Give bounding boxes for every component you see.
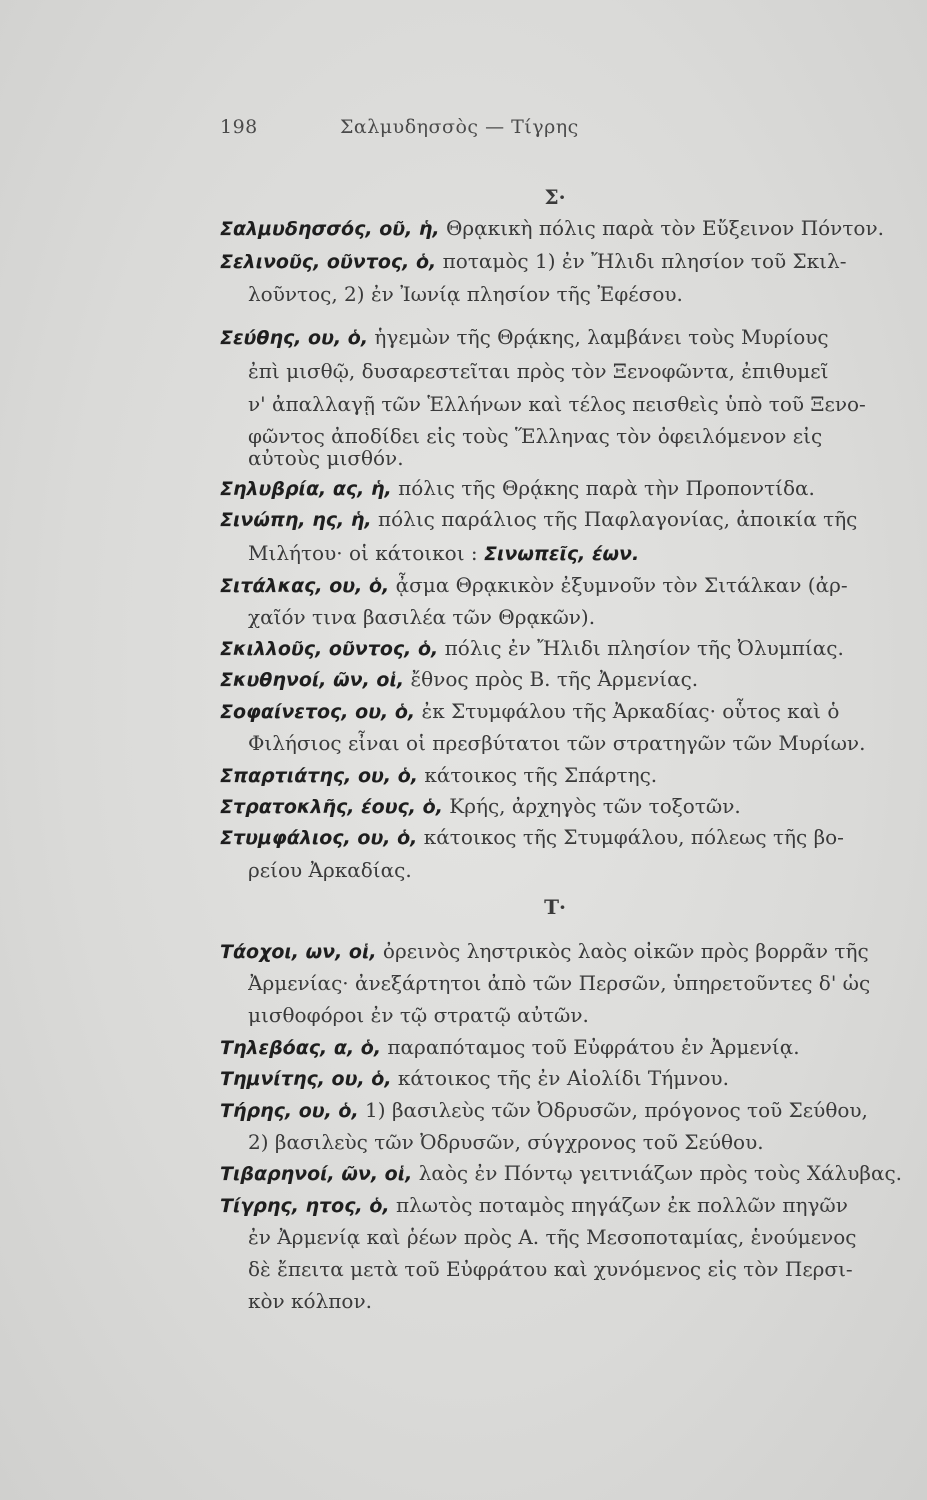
headword: Σινώπη, ης, ἡ, xyxy=(220,509,372,531)
definition-text: ἐν Ἀρμενίᾳ καὶ ῥέων πρὸς Α. τῆς Μεσοποταμίας, ἑνούμενος xyxy=(248,1225,857,1249)
entry-line xyxy=(220,759,927,791)
definition-text: ᾆσμα Θρᾳκικὸν ἐξυμνοῦν τὸν Σιτάλκαν (ἀρ- xyxy=(389,573,848,597)
section-letter-tau: Τ· xyxy=(544,895,566,919)
entry-line xyxy=(248,601,927,633)
definition-text: λαὸς ἐν Πόντῳ γειτνιάζων πρὸς τοὺς Χάλυβας. xyxy=(412,1161,903,1185)
definition-text: αὐτοὺς μισθόν. xyxy=(248,446,404,470)
entry-line xyxy=(220,663,927,695)
entry-line xyxy=(220,472,927,504)
headword: Σηλυβρία, ας, ἡ, xyxy=(220,478,392,500)
entry-line xyxy=(248,727,927,759)
entry-line xyxy=(220,1062,927,1094)
entry-line xyxy=(248,967,927,999)
headword: Τάοχοι, ων, οἱ, xyxy=(220,941,377,963)
headword: Τίγρης, ητος, ὁ, xyxy=(220,1195,390,1217)
definition-text: λοῦντος, 2) ἐν Ἰωνίᾳ πλησίον τῆς Ἐφέσου. xyxy=(248,282,683,306)
entry-line xyxy=(220,569,927,601)
headword: Σεύθης, ου, ὁ, xyxy=(220,327,369,349)
headword: Σοφαίνετος, ου, ὁ, xyxy=(220,701,416,723)
headword: Σελινοῦς, οῦντος, ὁ, xyxy=(220,251,437,273)
headword: Στυμφάλιος, ου, ὁ, xyxy=(220,827,418,849)
headword: Σκυθηνοί, ῶν, οἱ, xyxy=(220,669,405,691)
definition-text: ἐκ Στυμφάλου τῆς Ἀρκαδίας· οὗτος καὶ ὁ xyxy=(415,699,840,723)
headword: Σαλμυδησσός, οῦ, ἡ, xyxy=(220,218,440,240)
definition-text: Φιλήσιος εἶναι οἱ πρεσβύτατοι τῶν στρατηγῶν τῶν Μυρίων. xyxy=(248,731,866,755)
definition-text: 1) βασιλεὺς τῶν Ὀδρυσῶν, πρόγονος τοῦ Σεύθου, xyxy=(358,1098,868,1122)
definition-text: παραπόταμος τοῦ Εὐφράτου ἐν Ἀρμενίᾳ. xyxy=(381,1035,800,1059)
definition-text: ποταμὸς 1) ἐν Ἤλιδι πλησίον τοῦ Σκιλ- xyxy=(436,249,847,273)
section-letter-sigma: Σ· xyxy=(544,185,566,209)
entry-line xyxy=(248,1285,927,1317)
definition-text: ἔθνος πρὸς Β. τῆς Ἀρμενίας. xyxy=(404,667,699,691)
definition-text: χαῖόν τινα βασιλέα τῶν Θρᾳκῶν). xyxy=(248,605,596,629)
entry-line xyxy=(248,1221,927,1253)
headword: Τηλεβόας, α, ὁ, xyxy=(220,1037,382,1059)
headword: Τιβαρηνοί, ῶν, οἱ, xyxy=(220,1163,413,1185)
definition-text: πόλις παράλιος τῆς Παφλαγονίας, ἀποικία τῆς xyxy=(371,507,858,531)
definition-text: ν' ἀπαλλαγῇ τῶν Ἑλλήνων καὶ τέλος πεισθεὶς ὑπὸ τοῦ Ξενο- xyxy=(248,392,866,416)
entry-line xyxy=(220,245,927,277)
definition-text: πόλις ἐν Ἤλιδι πλησίον τῆς Ὀλυμπίας. xyxy=(438,636,844,660)
entry-line xyxy=(220,632,927,664)
entry-line xyxy=(220,212,927,244)
entry-line xyxy=(220,1157,927,1189)
entry-line xyxy=(220,790,927,822)
entry-line xyxy=(248,999,927,1031)
definition-text: Θρᾳκικὴ πόλις παρὰ τὸν Εὔξεινον Πόντον. xyxy=(439,216,884,240)
definition-text: πλωτὸς ποταμὸς πηγάζων ἐκ πολλῶν πηγῶν xyxy=(389,1193,848,1217)
entry-line xyxy=(220,1189,927,1221)
definition-text: κὸν κόλπον. xyxy=(248,1289,372,1313)
definition-text: Μιλήτου· οἱ κάτοικοι : xyxy=(248,541,484,565)
definition-text: φῶντος ἀποδίδει εἰς τοὺς Ἕλληνας τὸν ὀφειλόμενον εἰς xyxy=(248,424,823,448)
page-number: 198 xyxy=(220,116,258,138)
headword: Τημνίτης, ου, ὁ, xyxy=(220,1068,392,1090)
definition-text: ἐπὶ μισθῷ, δυσαρεστεῖται πρὸς τὸν Ξενοφῶντα, ἐπιθυμεῖ xyxy=(248,359,829,383)
definition-text: Κρής, ἀρχηγὸς τῶν τοξοτῶν. xyxy=(442,794,741,818)
entry-line xyxy=(248,1126,927,1158)
definition-text: ρείου Ἀρκαδίας. xyxy=(248,858,412,882)
entry-line xyxy=(248,388,927,420)
headword: Σιτάλκας, ου, ὁ, xyxy=(220,575,390,597)
headword: Σκιλλοῦς, οῦντος, ὁ, xyxy=(220,638,439,660)
entry-line xyxy=(248,442,927,474)
entry-line xyxy=(220,1094,927,1126)
definition-text: Ἀρμενίας· ἀνεξάρτητοι ἀπὸ τῶν Περσῶν, ὑπηρετοῦντες δ' ὡς xyxy=(248,971,871,995)
headword: Τήρης, ου, ὁ, xyxy=(220,1100,359,1122)
headword: Σινωπεῖς, έων. xyxy=(484,543,640,565)
headword: Σπαρτιάτης, ου, ὁ, xyxy=(220,765,418,787)
entry-line xyxy=(248,537,927,569)
page-header xyxy=(220,116,740,146)
definition-text: ἡγεμὼν τῆς Θρᾴκης, λαμβάνει τοὺς Μυρίους xyxy=(368,325,829,349)
headword: Στρατοκλῆς, έους, ὁ, xyxy=(220,796,443,818)
definition-text: κάτοικος τῆς Στυμφάλου, πόλεως τῆς βο- xyxy=(417,825,844,849)
entry-line xyxy=(220,695,927,727)
definition-text: ὀρεινὸς ληστρικὸς λαὸς οἰκῶν πρὸς βορρᾶν τῆς xyxy=(376,939,869,963)
definition-text: κάτοικος τῆς Σπάρτης. xyxy=(417,763,658,787)
entry-line xyxy=(248,355,927,387)
entry-line xyxy=(248,1253,927,1285)
entry-line xyxy=(220,1031,927,1063)
running-title: Σαλμυδησσὸς — Τίγρης xyxy=(340,116,579,138)
entry-line xyxy=(220,821,927,853)
definition-text: κάτοικος τῆς ἐν Αἰολίδι Τήμνου. xyxy=(391,1066,729,1090)
definition-text: δὲ ἔπειτα μετὰ τοῦ Εὐφράτου καὶ χυνόμενος εἰς τὸν Περσι- xyxy=(248,1257,853,1281)
definition-text: πόλις τῆς Θρᾴκης παρὰ τὴν Προποντίδα. xyxy=(391,476,815,500)
definition-text: 2) βασιλεὺς τῶν Ὀδρυσῶν, σύγχρονος τοῦ Σεύθου. xyxy=(248,1130,764,1154)
entry-line xyxy=(248,278,927,310)
entry-line xyxy=(220,321,927,353)
entry-line xyxy=(248,854,927,886)
definition-text: μισθοφόροι ἐν τῷ στρατῷ αὐτῶν. xyxy=(248,1003,589,1027)
entry-line xyxy=(220,935,927,967)
entry-line xyxy=(220,503,927,535)
